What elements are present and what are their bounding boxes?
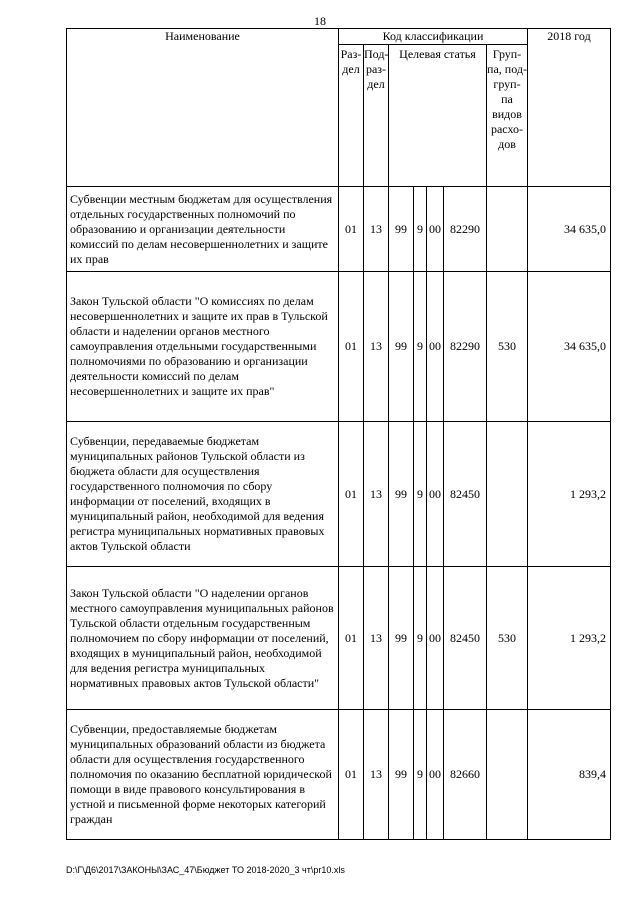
row-target-3: 00: [427, 710, 444, 840]
row-podrazdel: 13: [364, 422, 389, 567]
row-vid: 530: [487, 272, 528, 422]
budget-table: [66, 28, 611, 840]
row-name: Закон Тульской области "О комиссиях по делам несовершеннолетних и защите их прав в Тульской области и наделении органов местного самоуправления отдельными государственными полномочиями по образованию и организации деятельности комиссий по делам несовершеннолетних и защите их прав": [67, 272, 339, 422]
row-podrazdel: 13: [364, 567, 389, 710]
row-name: Субвенции, передаваемые бюджетам муниципальных районов Тульской области из бюджета области для осуществления государственного полномочия по сбору информации от поселений, входящих в муниципальный район, необходимой для ведения регистра муниципальных нормативных правовых актов Тульской области: [67, 422, 339, 567]
row-target-2: 9: [414, 567, 427, 710]
row-target-4: 82450: [444, 422, 487, 567]
row-target-3: 00: [427, 187, 444, 272]
row-target-1: 99: [389, 567, 414, 710]
row-target-4: 82450: [444, 567, 487, 710]
row-target-1: 99: [389, 272, 414, 422]
row-vid: [487, 710, 528, 840]
row-name: Субвенции местным бюджетам для осуществления отдельных государственных полномочий по образованию и организации деятельности комиссий по делам несовершеннолетних и защите их прав: [67, 187, 339, 272]
row-vid: [487, 187, 528, 272]
row-vid: 530: [487, 567, 528, 710]
row-target-2: 9: [414, 710, 427, 840]
header-target: Целевая статья: [389, 45, 487, 187]
row-razdel: 01: [339, 187, 364, 272]
table-row: [67, 272, 611, 422]
table-row: [67, 187, 611, 272]
row-target-4: 82290: [444, 187, 487, 272]
header-year: 2018 год: [528, 29, 611, 187]
row-razdel: 01: [339, 567, 364, 710]
row-target-2: 9: [414, 187, 427, 272]
row-amount: 34 635,0: [528, 272, 611, 422]
row-amount: 839,4: [528, 710, 611, 840]
row-vid: [487, 422, 528, 567]
row-name: Закон Тульской области "О наделении органов местного самоуправления муниципальных районов Тульской области отдельным государственным полномочием по сбору информации от поселений, входящих в муниципальный район, необходимой для ведения регистра муниципальных нормативных правовых актов Тульской области": [67, 567, 339, 710]
row-name: Субвенции, предоставляемые бюджетам муниципальных образований области из бюджета области для осуществления государственного полномочия по оказанию бесплатной юридической помощи в виде правового консультирования в устной и письменной форме некоторых категорий граждан: [67, 710, 339, 840]
row-target-1: 99: [389, 710, 414, 840]
row-target-2: 9: [414, 422, 427, 567]
header-group: Груп- па, под- груп- па видов расхо- дов: [487, 45, 528, 187]
page-number: 18: [314, 14, 326, 28]
row-target-2: 9: [414, 272, 427, 422]
header-code-group: Код классификации: [339, 29, 528, 45]
header-subsection: Под- раз- дел: [364, 45, 389, 187]
header-name: Наименование: [67, 29, 339, 187]
row-target-3: 00: [427, 422, 444, 567]
table-row: [67, 710, 611, 840]
row-razdel: 01: [339, 710, 364, 840]
row-target-4: 82660: [444, 710, 487, 840]
file-path-footer: D:\Г\Д6\2017\ЗАКОНЫ\ЗАС_47\Бюджет ТО 2018-2020_3 чт\pr10.xls: [66, 865, 345, 875]
table-row: [67, 567, 611, 710]
row-target-4: 82290: [444, 272, 487, 422]
row-amount: 1 293,2: [528, 567, 611, 710]
row-target-1: 99: [389, 187, 414, 272]
row-podrazdel: 13: [364, 272, 389, 422]
row-podrazdel: 13: [364, 187, 389, 272]
header-section: Раз- дел: [339, 45, 364, 187]
row-target-1: 99: [389, 422, 414, 567]
row-amount: 1 293,2: [528, 422, 611, 567]
row-razdel: 01: [339, 272, 364, 422]
row-target-3: 00: [427, 272, 444, 422]
row-target-3: 00: [427, 567, 444, 710]
row-razdel: 01: [339, 422, 364, 567]
row-podrazdel: 13: [364, 710, 389, 840]
table-row: [67, 422, 611, 567]
row-amount: 34 635,0: [528, 187, 611, 272]
